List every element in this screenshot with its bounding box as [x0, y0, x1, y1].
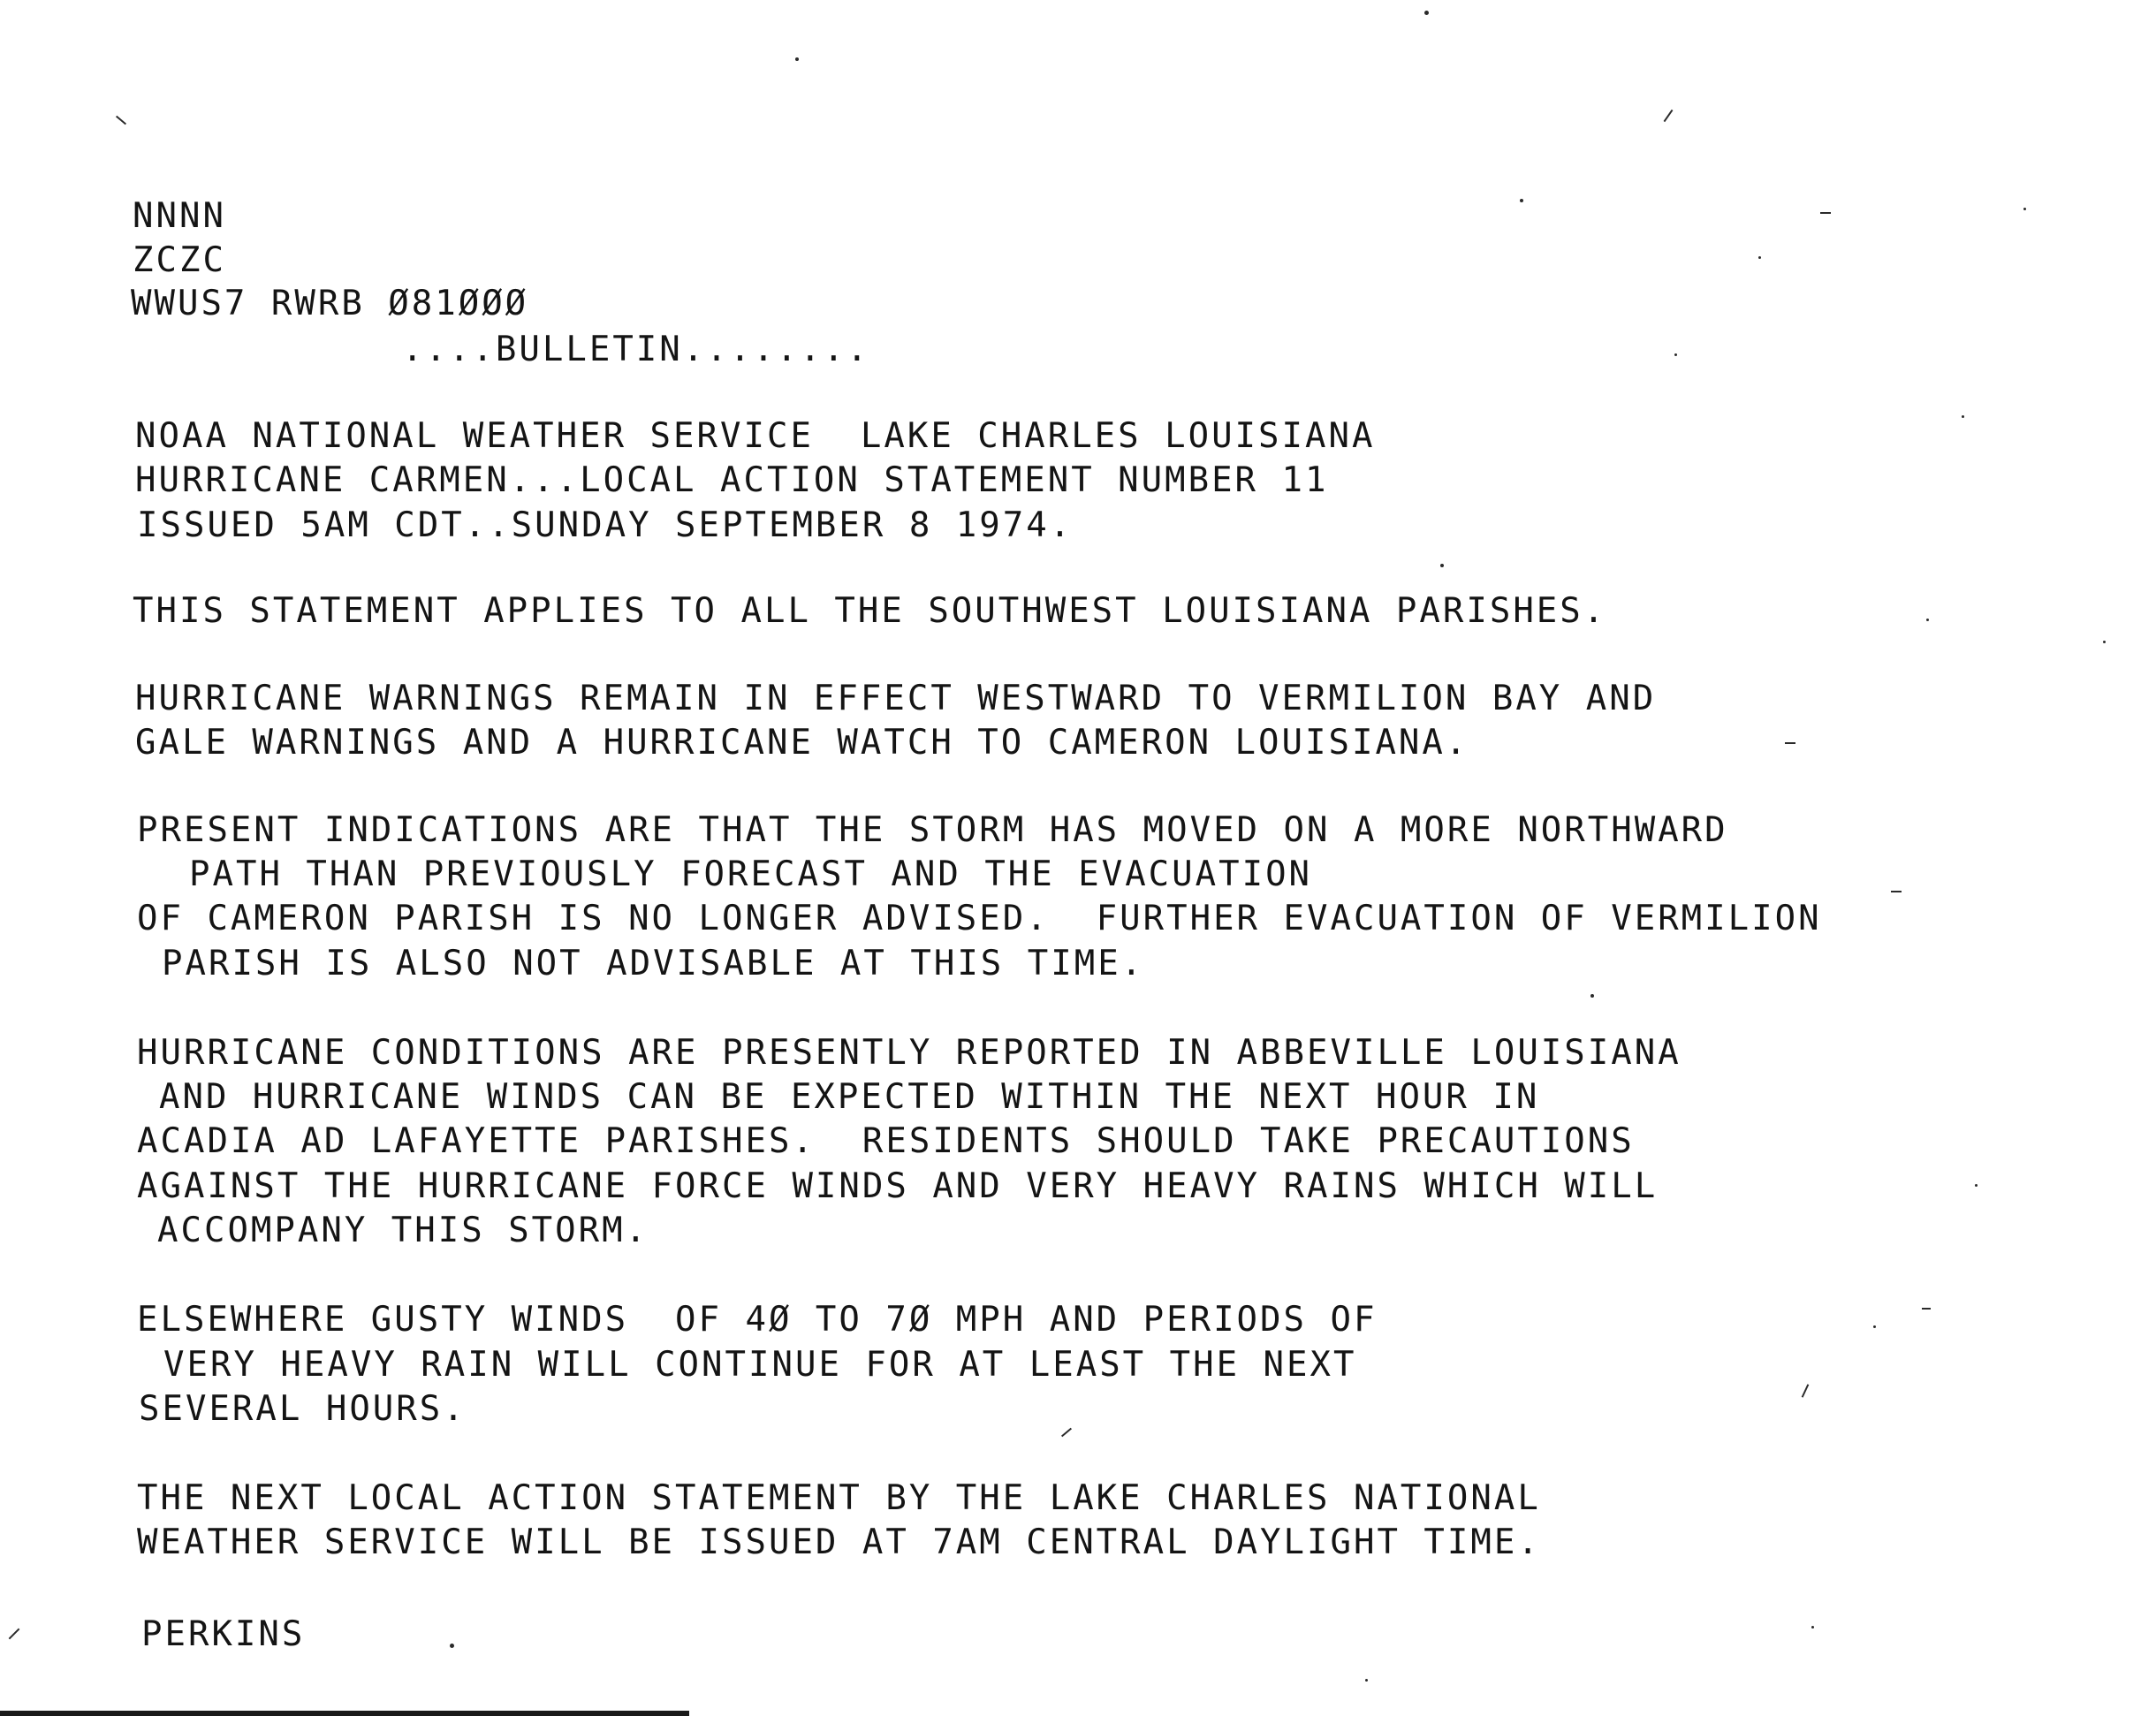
scan-mark: [1061, 1428, 1072, 1438]
elsewhere-line-3: SEVERAL HOURS.: [139, 1389, 467, 1429]
warnings-line-2: GALE WARNINGS AND A HURRICANE WATCH TO CAMERON LOUISIANA.: [135, 723, 1469, 763]
next-statement-line-1: THE NEXT LOCAL ACTION STATEMENT BY THE LAKE CHARLES NATIONAL: [137, 1478, 1541, 1518]
conditions-line-1: HURRICANE CONDITIONS ARE PRESENTLY REPORTED IN ABBEVILLE LOUISIANA: [137, 1033, 1682, 1073]
scan-mark: [1664, 110, 1674, 122]
indications-line-3: OF CAMERON PARISH IS NO LONGER ADVISED. FURTHER EVACUATION OF VERMILION: [137, 899, 1822, 938]
scan-mark: [116, 116, 126, 125]
indications-line-2: PATH THAN PREVIOUSLY FORECAST AND THE EVACUATION: [189, 854, 1313, 894]
scan-speck: [795, 57, 799, 61]
scan-speck: [1962, 415, 1964, 418]
heading-line-2: HURRICANE CARMEN...LOCAL ACTION STATEMENT NUMBER 11: [135, 460, 1329, 500]
heading-line-3: ISSUED 5AM CDT..SUNDAY SEPTEMBER 8 1974.: [137, 505, 1074, 545]
scan-mark: [1785, 742, 1795, 744]
elsewhere-line-2: VERY HEAVY RAIN WILL CONTINUE FOR AT LEAST THE NEXT: [163, 1345, 1357, 1385]
scan-mark: [1922, 1308, 1931, 1310]
scan-speck: [1926, 619, 1929, 621]
signature: PERKINS: [141, 1614, 306, 1654]
indications-line-4: PARISH IS ALSO NOT ADVISABLE AT THIS TIME.: [162, 944, 1145, 983]
conditions-line-5: ACCOMPANY THIS STORM.: [157, 1211, 649, 1250]
scan-speck: [1811, 1626, 1814, 1629]
warnings-line-1: HURRICANE WARNINGS REMAIN IN EFFECT WESTWARD TO VERMILION BAY AND: [135, 679, 1657, 718]
header-line-zczc: ZCZC: [133, 240, 226, 280]
scan-mark: [1820, 212, 1831, 214]
scan-speck: [1520, 199, 1523, 202]
header-line-nnnn: NNNN: [133, 196, 226, 236]
elsewhere-line-1: ELSEWHERE GUSTY WINDS OF 4Ø TO 7Ø MPH AND PERIODS OF: [137, 1300, 1378, 1340]
scan-speck: [1975, 1184, 1978, 1187]
conditions-line-3: ACADIA AD LAFAYETTE PARISHES. RESIDENTS SHOULD TAKE PRECAUTIONS: [137, 1121, 1635, 1161]
scan-speck: [450, 1644, 454, 1648]
heading-line-1: NOAA NATIONAL WEATHER SERVICE LAKE CHARLES LOUISIANA: [135, 416, 1376, 456]
scan-speck: [1758, 256, 1761, 259]
paper-bottom-edge: [0, 1711, 689, 1716]
conditions-line-4: AGAINST THE HURRICANE FORCE WINDS AND VERY HEAVY RAINS WHICH WILL: [137, 1166, 1659, 1206]
scan-speck: [1674, 353, 1677, 356]
bulletin-title: ....BULLETIN........: [402, 330, 870, 369]
indications-line-1: PRESENT INDICATIONS ARE THAT THE STORM HAS MOVED ON A MORE NORTHWARD: [137, 810, 1728, 850]
scan-speck: [2023, 208, 2026, 210]
scan-mark: [1802, 1384, 1810, 1397]
header-line-wwus7: WWUS7 RWRB Ø81ØØØ: [131, 284, 529, 323]
scan-speck: [1590, 994, 1594, 998]
scan-speck: [1424, 11, 1429, 15]
scan-speck: [1873, 1325, 1876, 1328]
next-statement-line-2: WEATHER SERVICE WILL BE ISSUED AT 7AM CENTRAL DAYLIGHT TIME.: [137, 1522, 1541, 1562]
scan-speck: [1365, 1679, 1368, 1682]
scan-speck: [1440, 564, 1444, 567]
scan-mark: [1891, 891, 1902, 892]
applies-paragraph: THIS STATEMENT APPLIES TO ALL THE SOUTHWEST LOUISIANA PARISHES.: [133, 591, 1607, 631]
scan-speck: [2103, 641, 2106, 643]
scan-mark: [9, 1629, 20, 1640]
conditions-line-2: AND HURRICANE WINDS CAN BE EXPECTED WITHIN THE NEXT HOUR IN: [159, 1077, 1540, 1117]
